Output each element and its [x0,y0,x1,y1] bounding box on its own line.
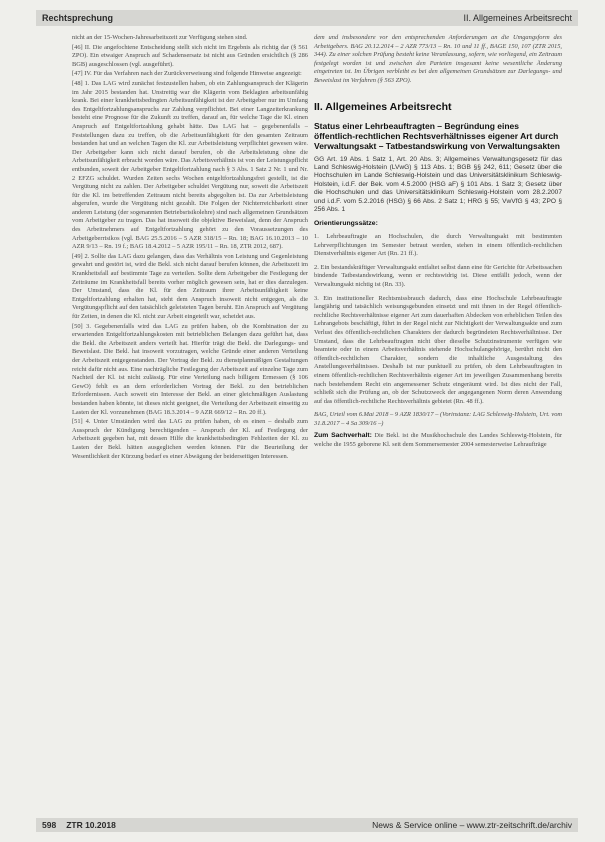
page-header [36,10,578,26]
journal-issue: ZTR 10.2018 [66,820,116,830]
paragraph-50: [50] 3. Gegebenenfalls wird das LAG zu prüfen haben, ob die Kombination der zu erwartenden Entgeltfortzahlungskosten mit betrieblichen Belangen dazu geführt hat, dass die Bekl. die Arbeitszeit anders verteilt hat. Hierfür trägt die Bekl. die Darlegungs- und Beweislast. Die Bekl. hat insoweit vorzutragen, welche Gründe einer anderen Verteilung der Arbeitszeit entgegenstanden. Der Vortrag der Bekl. zu dienstplanmäßigen Gestaltungen reicht dafür nicht aus. Eine nachträgliche Festlegung der Arbeitszeit auf einzelne Tage zum Nachteil der Kl. ist nicht zulässig. Für eine Verteilung nach billigem Ermessen (§ 106 GewO) fehlt es an dem erforderlichen Vortrag der Bekl. zu den betrieblichen Erfordernissen. Auch soweit ein Interesse der Bekl. an einer gleichmäßigen Auslastung bestanden haben könnte, ist dieses nicht geeignet, die Verteilung der Arbeitszeit einseitig zu Lasten der Kl. vorzunehmen (BAG 18.3.2014 – 9 AZR 669/12 – Rn. 20 ff.). [72,322,308,416]
sachverhalt-label: Zum Sachverhalt: [314,432,372,440]
page-number: 598 [42,820,57,830]
paragraph-51: [51] 4. Unter Umständen wird das LAG zu prüfen haben, ob es einen – deshalb zum Ausspruch der Kündigung berechtigenden – Anspruch der Kl. auf Festlegung der Arbeitszeit gegeben hat, mit dessen Hilfe die krankheitsbedingten Fehlzeiten der Kl. zu Lasten der Bekl. hätten ausgeglichen werden können. Für die Beurteilung der Wesentlichkeit der Kürzung bedarf es einer Abwägung der beiderseitigen Interessen. [72,418,308,460]
footer-left [42,818,126,832]
leitsatz-2: 2. Ein bestandskräftiger Verwaltungsakt entfaltet selbst dann eine für Gerichte für Arbeitssachen bindende Tatbestandswirkung, wenn er rechtswidrig ist. Diese entfällt jedoch, wenn der Verwaltungsakt nichtig ist (Rn. 33). [314,263,562,288]
orientierungssaetze-heading: Orientierungssätze: [314,220,378,228]
paragraph-48: [48] 1. Das LAG wird zunächst festzustellen haben, ob ein Zahlungsanspruch der Klägerin im Jahr 2015 bestanden hat. Unstreitig war die Klägerin vom Beklagten arbeitsunfähig krank. Bei einer krankheitsbedingten Arbeitsunfähigkeit ist der Arbeitgeber nur im Umfang des Entgeltfortzahlungsanspruchs zur Zahlung verpflichtet. Bei einer Langzeiterkrankung besteht eine Prognose für die Zukunft zu treffen, darauf an, für welche Tage die Kl. einen Anspruch auf Entgeltfortzahlung gehabt hätte. Das LAG hat – gegebenenfalls – Feststellungen dazu zu treffen, ob die Arbeitsunfähigkeit für den gesamten Zeitraum bestanden hat und an welchen Tagen die Kl. zur Arbeitsleistung verpflichtet gewesen wäre. Der Arbeitgeber kann sich nicht darauf berufen, ob die Arbeitsleistung ohne die Arbeitsunfähigkeit erbracht worden wäre. Das Arbeitsverhältnis ist von der Leistungspflicht entbunden, soweit der Arbeitgeber Entgeltfortzahlung nach § 3 Abs. 1 Satz 2 Nr. 1 und Nr. 2 EFZG schuldet. Wurden Zeiten sechs Wochen entgeltfortzahlungsfrei gestellt, ist die Vergütung nicht zu zahlen. Der Arbeitgeber schuldet Vergütung nur, soweit die Arbeitszeit für die Kl. im betreffenden Zeitraum nicht bereits abgegolten ist. Da zur Arbeitsleistung abgerufen, wurde die Vergütung nicht gezahlt. Die Folgen der Nichterreichbarkeit einer anderen Leistung (der sogenannten Betriebsrisikolehre) sind nach allgemeinen Grundsätzen vom Arbeitgeber zu tragen. Das hat insoweit die objektive Beweislast, denn der Anspruch des Arbeitnehmers auf Entgeltfortzahlung gehört zu den Voraussetzungen des Arbeitgeberrisikos (vgl. BAG 25.5.2016 – 5 AZR 318/15 – Rn. 18; BAG 16.10.2013 – 10 AZR 9/13 – Rn. 19 f.; BAG 18.4.2012 – 5 AZR 195/11 – Rn. 18, ZTR 2012, 687). [72,79,308,251]
paragraph-47: [47] IV. Für das Verfahren nach der Zurückverweisung sind folgende Hinweise angezeigt: [72,70,302,78]
norm-references: GG Art. 19 Abs. 1 Satz 1, Art. 20 Abs. 3; Allgemeines Verwaltungsgesetz für das Land Schleswig-Holstein (LVwG) § 113 Abs. 1; BGB §§ 242, 611; Gesetz über die Hochschulen im Lande Schleswig-Holstein und das Universitätsklinikum Schleswig-Holstein, i.d.F. der Bek. vom 4.5.2000 (HSG aF) § 101 Abs. 1 Satz 3; Gesetz über die Hochschulen und das Universitätsklinikum Schleswig-Holstein vom 28.2.2007 und i.d.F. vom 5.2.2016 (HSG) § 66 Abs. 2 Satz 1; HRG § 55; VwVfG § 43; ZPO § 256 Abs. 1 [314,155,562,213]
header-section-label: Rechtsprechung [42,13,114,23]
paragraph-45-continuation: nicht an der 15-Wochen-Jahresarbeitszeit zur Verfügung stehen sind. [72,34,248,41]
article-heading: Status einer Lehrbeauftragten – Begründung eines öffentlich-rechtlichen Rechtsverhältnisses eigener Art durch Verwaltungsakt – Tatbestandswirkung von Verwaltungsakten [314,120,560,151]
footer-website-link[interactable]: News & Service online – www.ztr-zeitschrift.de/archiv [372,820,572,830]
sachverhalt-paragraph [314,432,562,449]
section-title: II. Allgemeines Arbeitsrecht [314,100,452,113]
page-footer [36,818,578,832]
decision-citation: BAG, Urteil vom 6.Mai 2018 – 9 AZR 1830/17 – (Vorinstanz: LAG Schleswig-Holstein, Urt. vom 31.8.2017 – 4 Sa 309/16 –) [314,411,562,427]
leitsatz-1: 1. Lehrbeauftragte an Hochschulen, die durch Verwaltungsakt mit bestimmten Lehrverpflichtungen im Semester betraut werden, stehen in einem öffentlich-rechtlichen Dienstverhältnis eigener Art (Rn. 21 ff.). [314,233,562,258]
header-chapter-label: II. Allgemeines Arbeitsrecht [463,13,572,23]
paragraph-46: [46] II. Die angefochtene Entscheidung stellt sich nicht im Ergebnis als richtig dar (§ 561 ZPO). Ein etwaiger Anspruch auf Schadensersatz ist nicht aus Gründen ersichtlich (§ 286 BGB) ausgeschlossen (vgl. ausgeführt). [72,43,308,68]
sachverhalt-text: Die Bekl. ist die Musikhochschule des Landes Schleswig-Holstein, für welche die 1955 geborene Kl. seit dem Sommersemester 2004 semesterweise Lehraufträge [314,432,562,449]
right-column [314,34,562,451]
leitsatz-3: 3. Ein institutioneller Rechtsmissbrauch dadurch, dass eine Hochschule Lehrbeauftragte langjährig und tatsächlich weisungsgebunden einsetzt und mit ihnen in der Regel öffentlich-rechtliche Rechtsverhältnisse eigener Art zum dauerhaften Abdecken von erheblichen Teilen des Lehrangebots beschäftigt, führt in der Regel nicht zur Nichtigkeit der Verwaltungsakte und zum Verlust des öffentlich-rechtlichen Charakters der dadurch begründeten Rechtsverhältnisse. Der Umstand, dass die Lehrbeauftragten nicht über dieselbe Schutzinstrumente verfügen wie beamtete oder in einem Arbeitsverhältnis stehende Hochschulangehörige, berührt nicht den öffentlich-rechtlichen Charakter, sondern die inhaltliche Ausgestaltung des Anstellungsverhältnisses. Deshalb ist nur punktuell zu prüfen, ob dem Lehrbeauftragten in einem öffentlich-rechtlichen Rechtsverhältnis eigener Art im jeweiligen Zusammenhang bereits nach bestehendem Recht ein angemessener Schutz eingeräumt wird. Ist dies nicht der Fall, schließt sich die Prüfung an, ob der Schutzzweck der angegangenen Norm deren Anwendung auf das öffentlich-rechtliche Rechtsverhältnis gebietet (Rn. 48 ff.). [314,294,562,405]
paragraph-continuation: dem und insbesondere vor den entsprechenden Anforderungen an die Umgangsform des Arbeitgebers. BAG 20.12.2014 – 2 AZR 773/13 – Rn. 10 und 11 ff., BAGE 150, 107 (ZTR 2015, 344). Zu einer solchen Prüfung besteht keine Veranlassung, sofern, wie vorliegend, ein Zeitraum festgelegt worden ist und zwischen den Parteien insgesamt keine wesentliche Änderung eingetreten ist. Im Übrigen verbleibt es bei den allgemeinen Grundsätzen zur Darlegungs- und Beweislast im Verfahren (§ 563 ZPO). [314,34,562,84]
paragraph-49: [49] 2. Sollte das LAG dazu gelangen, dass das Verhältnis von Leistung und Gegenleistung gewahrt und gestört ist, wird die Bekl. sich nicht darauf berufen können, die Arbeitszeit im Krankheitsfall auf bestimmte Tage zu verteilen. Sollte dem Arbeitgeber die Festlegung der Zeiträume im Krankheitsfall bereits vorher möglich gewesen sein, hat er dies darzulegen. Der Umstand, dass die Kl. für den Zeitraum ihrer Arbeitsunfähigkeit keine Entgeltfortzahlung erhalten hat, steht dem Anspruch insoweit nicht entgegen, als die Vergütungspflicht auf den tatsächlich geleisteten Tagen beruht. Ein Anspruch auf Vergütung für Zeiten, in denen die Kl. nicht zur Arbeit eingeteilt war, scheidet aus. [72,252,308,320]
left-column [72,34,308,462]
